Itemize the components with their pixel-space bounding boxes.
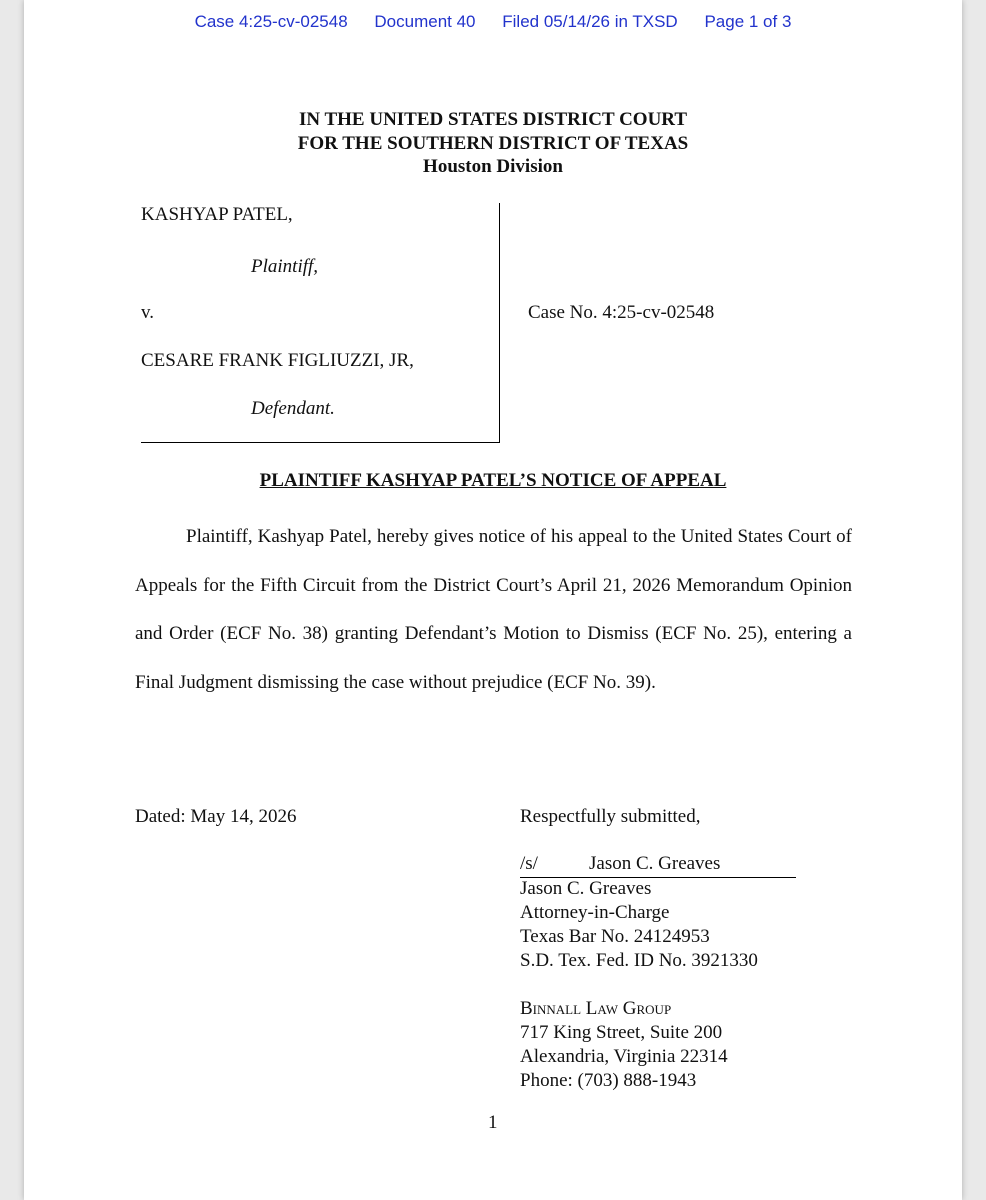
ecf-header xyxy=(0,12,986,32)
document-title: PLAINTIFF KASHYAP PATEL’S NOTICE OF APPEAL xyxy=(259,470,727,491)
closing-line: Respectfully submitted, xyxy=(520,806,701,827)
signed-name: Jason C. Greaves xyxy=(589,853,721,874)
defendant-name: CESARE FRANK FIGLIUZZI, JR, xyxy=(141,350,414,371)
header-document-number: Document 40 xyxy=(374,12,476,31)
federal-id: S.D. Tex. Fed. ID No. 3921330 xyxy=(520,950,758,971)
defendant-role: Defendant. xyxy=(251,398,335,419)
court-name-line1: IN THE UNITED STATES DISTRICT COURT xyxy=(298,109,688,130)
dated-line: Dated: May 14, 2026 xyxy=(135,806,297,827)
header-page-count: Page 1 of 3 xyxy=(704,12,792,31)
page-number: 1 xyxy=(488,1112,498,1133)
attorney-role: Attorney-in-Charge xyxy=(520,902,670,923)
bar-number: Texas Bar No. 24124953 xyxy=(520,926,710,947)
court-division: Houston Division xyxy=(423,156,563,177)
caption-divider-vertical xyxy=(499,203,500,443)
header-case-number: Case 4:25-cv-02548 xyxy=(194,12,348,31)
plaintiff-role: Plaintiff, xyxy=(251,256,319,277)
court-name-line2: FOR THE SOUTHERN DISTRICT OF TEXAS xyxy=(297,133,689,154)
attorney-name: Jason C. Greaves xyxy=(520,878,652,899)
notice-body: Plaintiff, Kashyap Patel, hereby gives notice of his appeal to the United States Court of Appeals for the Fifth Circuit from the District Court’s April 21, 2026 Memorandum Opinion and Order (ECF No. 38) granting Defendant’s Motion to Dismiss (ECF No. 25), entering a Final Judgment dismissing the case without prejudice (ECF No. 39). xyxy=(135,526,852,693)
firm-address-line2: Alexandria, Virginia 22314 xyxy=(520,1046,728,1067)
caption-divider-horizontal xyxy=(141,442,500,443)
law-firm-name: Binnall Law Group xyxy=(520,998,672,1019)
versus: v. xyxy=(141,302,155,323)
header-filed-date: Filed 05/14/26 in TXSD xyxy=(502,12,678,31)
electronic-signature-mark: /s/ xyxy=(520,853,538,874)
signature-line xyxy=(520,853,796,878)
firm-phone: Phone: (703) 888-1943 xyxy=(520,1070,697,1091)
plaintiff-name: KASHYAP PATEL, xyxy=(141,204,293,225)
firm-address-line1: 717 King Street, Suite 200 xyxy=(520,1022,723,1043)
case-number: Case No. 4:25-cv-02548 xyxy=(528,302,715,323)
